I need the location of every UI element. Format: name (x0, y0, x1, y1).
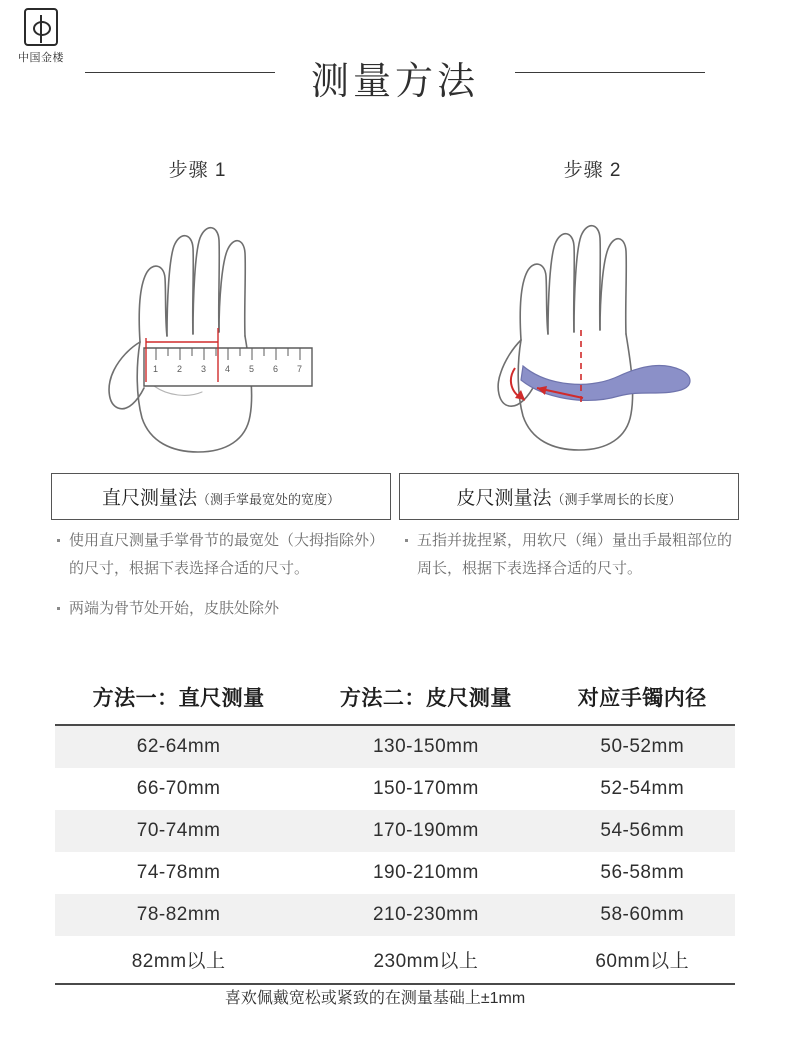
table-cell: 62-64mm (136, 736, 221, 757)
step-2 (395, 155, 790, 470)
svg-text:6: 6 (272, 364, 278, 374)
page-title-section (0, 50, 790, 105)
table-header-cell: 方法一：直尺测量 (92, 687, 265, 710)
step-2-illustration-box (395, 190, 790, 470)
method-box-ruler (51, 473, 391, 520)
size-table-body (55, 725, 735, 984)
title-rule-right (515, 72, 705, 73)
methods-section (0, 473, 790, 520)
table-cell: 52-54mm (600, 778, 685, 799)
table-row (55, 936, 735, 984)
table-row (55, 852, 735, 894)
size-table-wrap (55, 676, 735, 985)
table-cell: 170-190mm (372, 820, 479, 841)
table-cell: 150-170mm (372, 778, 479, 799)
description-column-right (399, 527, 739, 634)
table-row (55, 768, 735, 810)
shield-logo-icon (24, 8, 58, 46)
table-header-row (55, 676, 735, 725)
table-cell: 70-74mm (136, 820, 221, 841)
table-cell: 130-150mm (372, 736, 479, 757)
method-ruler-name: 直尺测量法 (101, 488, 197, 509)
brand-name: 中国金楼 (18, 52, 64, 64)
title-rule-left (85, 72, 275, 73)
table-cell: 190-210mm (372, 862, 479, 883)
svg-text:1: 1 (152, 364, 158, 374)
svg-text:5: 5 (248, 364, 254, 374)
table-cell: 82mm以上 (131, 951, 226, 972)
description-item: 使用直尺测量手掌骨节的最宽处（大拇指除外）的尺寸，根据下表选择合适的尺寸。 (55, 527, 387, 583)
description-item: 两端为骨节处开始，皮肤处除外 (55, 595, 387, 623)
size-table (55, 676, 735, 985)
table-row (55, 810, 735, 852)
table-cell: 74-78mm (136, 862, 221, 883)
method-ruler-sub: （测手掌最宽处的宽度） (197, 492, 341, 507)
table-cell: 66-70mm (136, 778, 221, 799)
step-1-illustration-box (0, 190, 395, 470)
method-tape-sub: （测手掌周长的长度） (551, 492, 682, 507)
table-header-cell: 方法二：皮尺测量 (339, 687, 512, 710)
table-cell: 54-56mm (600, 820, 685, 841)
table-cell: 230mm以上 (373, 951, 479, 972)
tape-band-icon (521, 365, 690, 400)
table-cell: 210-230mm (372, 904, 479, 925)
svg-text:2: 2 (176, 364, 182, 374)
ruler-icon (144, 348, 312, 386)
table-header-cell: 对应手镯内径 (577, 687, 707, 710)
page-title: 测量方法 (310, 61, 479, 103)
svg-text:3: 3 (200, 364, 206, 374)
step-1-label: 步骤 1 (168, 160, 227, 181)
description-item: 五指并拢捏紧，用软尺（绳）量出手最粗部位的周长，根据下表选择合适的尺寸。 (403, 527, 735, 583)
table-cell: 56-58mm (600, 862, 685, 883)
table-cell: 58-60mm (600, 904, 685, 925)
table-cell: 78-82mm (136, 904, 221, 925)
step-2-label: 步骤 2 (563, 160, 622, 181)
table-cell: 60mm以上 (595, 951, 690, 972)
table-row (55, 725, 735, 768)
method-tape-name: 皮尺测量法 (456, 488, 552, 509)
description-column-left (51, 527, 391, 634)
table-row (55, 894, 735, 936)
descriptions-section (0, 527, 790, 634)
hand-with-tape-icon (463, 190, 723, 470)
svg-text:7: 7 (296, 364, 302, 374)
size-table-head (55, 676, 735, 725)
hand-with-ruler-icon (68, 190, 328, 470)
method-box-tape (399, 473, 739, 520)
steps-section (0, 155, 790, 470)
step-1 (0, 155, 395, 470)
footnote: 喜欢佩戴宽松或紧致的在测量基础上±1mm (224, 990, 526, 1007)
svg-text:4: 4 (224, 364, 230, 374)
table-cell: 50-52mm (600, 736, 685, 757)
